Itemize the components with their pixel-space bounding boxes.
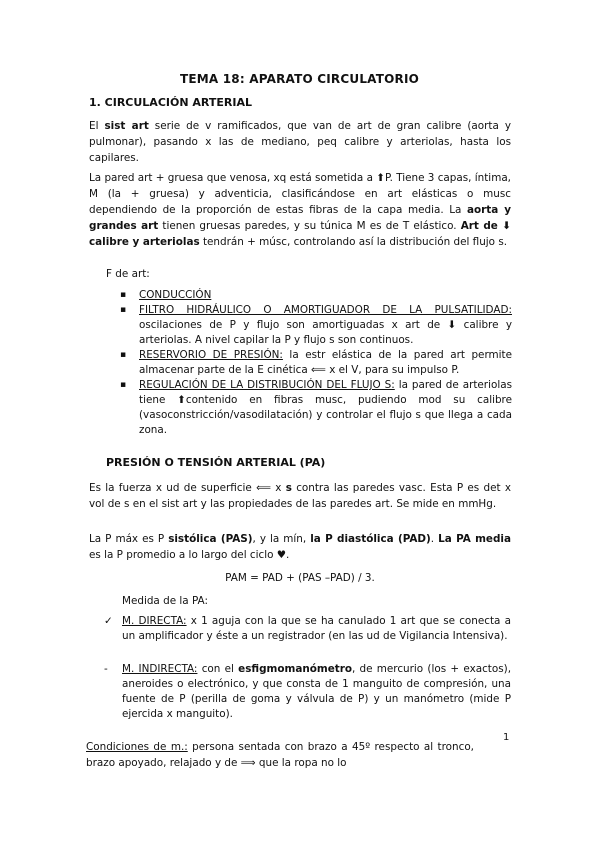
list-item-indirect: - M. INDIRECTA: con el esfigmomanómetro, de mercurio (los + exactos), aneroides o electrónico, y que consta de 1 manguito de compresión, una fuente de P (perilla de goma y válvula de P) y un manómetro (mide P ejercida x manguito). bbox=[104, 663, 511, 720]
paragraph-pared-art: La pared art + gruesa que venosa, xq está sometida a ⬆P. Tiene 3 capas, íntima, M (la + gruesa) y adventicia, clasificándose en art elásticas o musc dependiendo de la proporción de estas fibras de la capa media. La aorta y grandes art tienen gruesas paredes, y su túnica M es de T elástico. Art de ⬇ calibre y arteriolas tendrán + músc, controlando así la distribución del flujo s. bbox=[89, 172, 512, 248]
bullet-square-icon: ▪ bbox=[120, 290, 127, 300]
list-item: ▪ CONDUCCIÓN bbox=[120, 289, 212, 301]
section-heading-arterial: 1. CIRCULACIÓN ARTERIAL bbox=[89, 96, 252, 109]
measure-intro: Medida de la PA: bbox=[122, 595, 208, 607]
page-number: 1 bbox=[503, 732, 510, 743]
paragraph-fuerza: Es la fuerza x ud de superficie ⟸ x s contra las paredes vasc. Esta P es det x vol de s en el sist art y las propiedades de las paredes art. Se mide en mmHg. bbox=[89, 482, 511, 510]
list-item: ▪ FILTRO HIDRÁULICO O AMORTIGUADOR DE LA PULSATILIDAD: oscilaciones de P y flujo son amortiguadas x art de ⬇ calibre y arteriolas. A nivel capilar la P y flujo s son continuos. bbox=[120, 304, 512, 346]
functions-intro: F de art: bbox=[106, 268, 150, 280]
page-title: TEMA 18: APARATO CIRCULATORIO bbox=[179, 72, 420, 86]
bullet-square-icon: ▪ bbox=[120, 380, 127, 390]
paragraph-pmax: La P máx es P sistólica (PAS), y la mín, la P diastólica (PAD). La PA media es la P promedio a lo largo del ciclo ♥. bbox=[89, 533, 511, 561]
bullet-square-icon: ▪ bbox=[120, 350, 127, 360]
dash-bullet-icon: - bbox=[104, 663, 108, 675]
section-heading-pa: PRESIÓN O TENSIÓN ARTERIAL (PA) bbox=[106, 456, 326, 469]
formula-pam: PAM = PAD + (PAS –PAD) / 3. bbox=[225, 572, 375, 584]
functions-list bbox=[106, 288, 512, 438]
checkmark-icon: ✓ bbox=[104, 615, 113, 627]
paragraph-sist-art: El sist art serie de v ramificados, que van de art de gran calibre (aorta y pulmonar), pasando x las de mediano, peq calibre y arteriolas, hasta los capilares. bbox=[89, 120, 511, 164]
bullet-square-icon: ▪ bbox=[120, 305, 127, 315]
list-item: ▪ RESERVORIO DE PRESIÓN: la estr elástica de la pared art permite almacenar parte de la E cinética ⟸ x el V, para su impulso P. bbox=[120, 349, 513, 376]
list-item: ▪ REGULACIÓN DE LA DISTRIBUCIÓN DEL FLUJO S: la pared de arteriolas tiene ⬆contenido en fibras musc, pudiendo mod su calibre (vasoconstricción/vasodilatación) y controlar el flujo s que llega a cada zona. bbox=[120, 379, 512, 436]
list-item-direct: ✓ M. DIRECTA: x 1 aguja con la que se ha canulado 1 art que se conecta a un amplificador y éste a un registrador (en las ud de Vigilancia Intensiva). bbox=[104, 615, 511, 642]
paragraph-conditions: Condiciones de m.: persona sentada con brazo a 45º respecto al tronco, brazo apoyado, relajado y de ⟹ que la ropa no lo bbox=[86, 741, 474, 769]
